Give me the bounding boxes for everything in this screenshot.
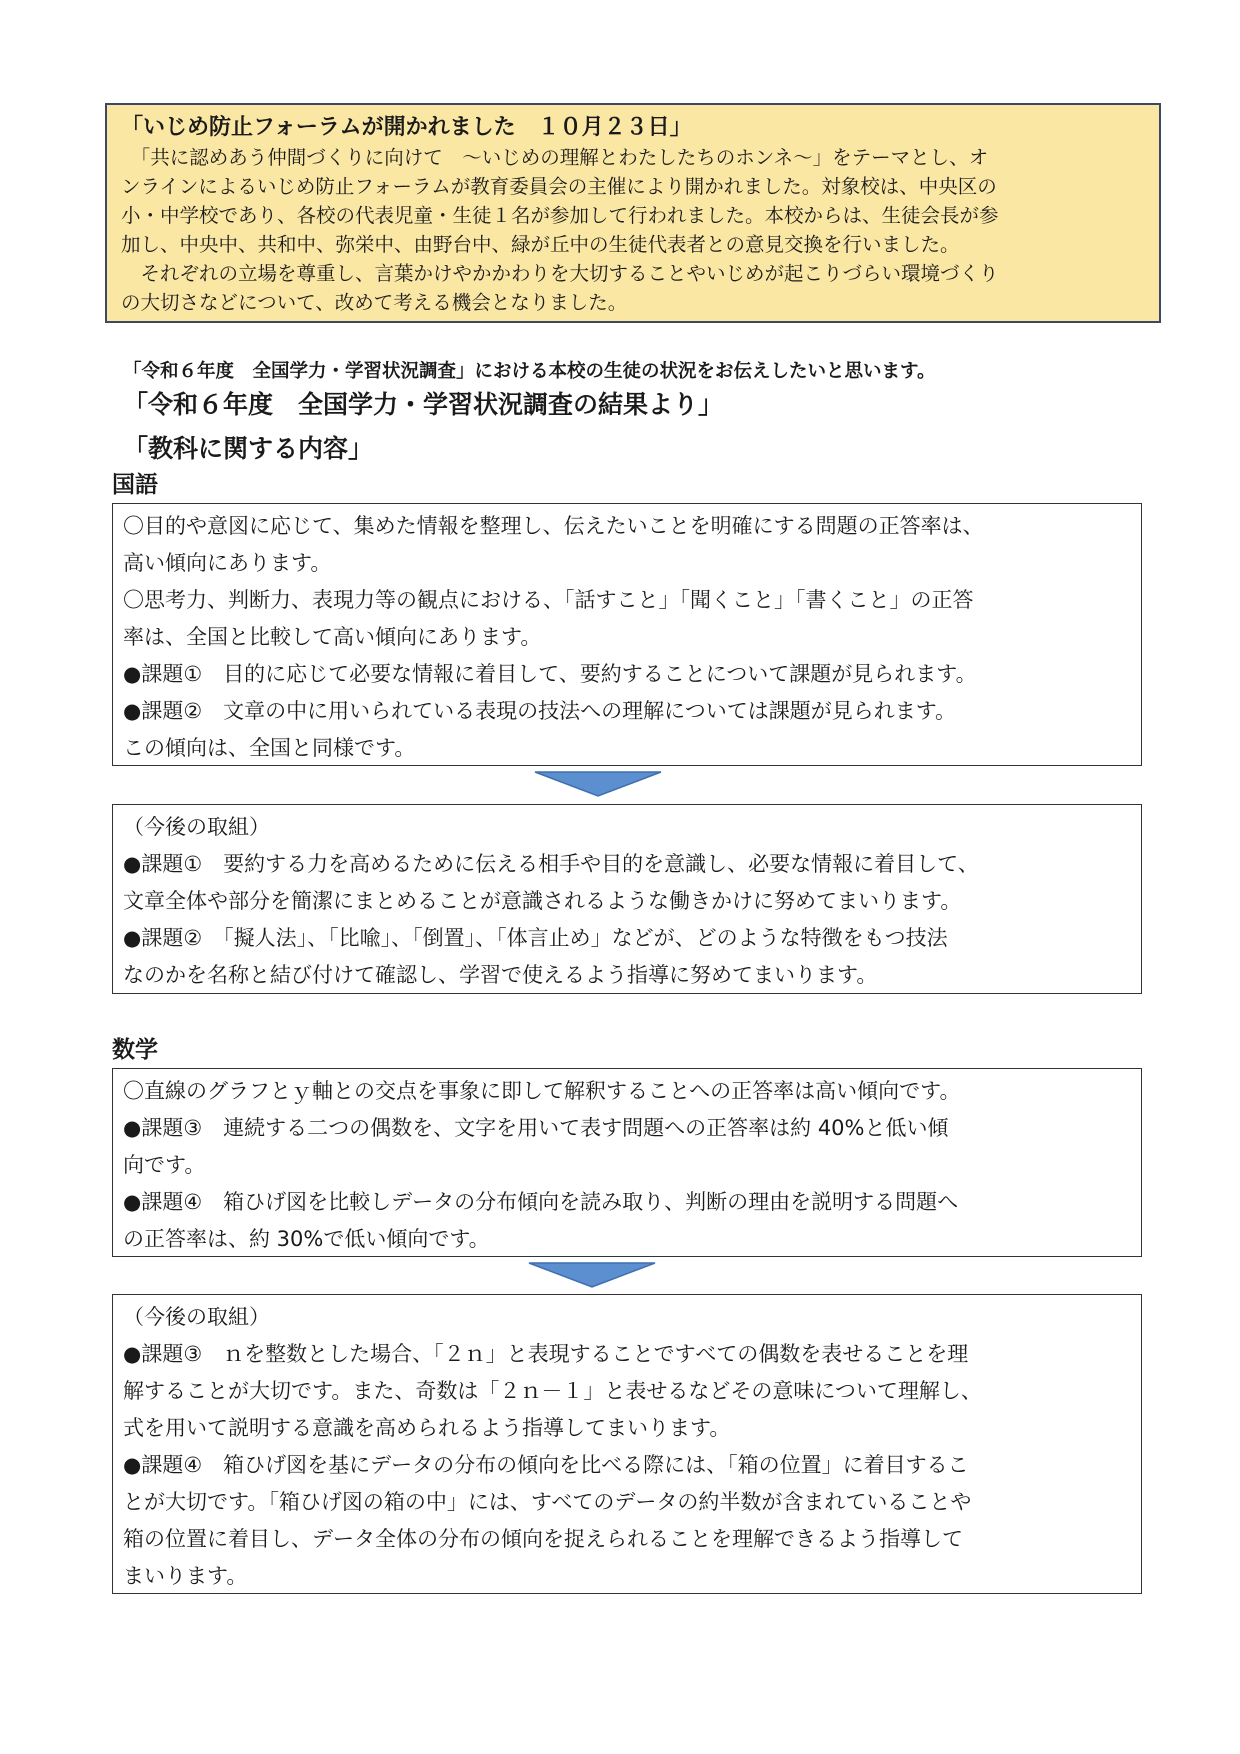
survey-intro: 「令和６年度 全国学力・学習状況調査」における本校の生徒の状況をお伝えしたいと思います。 <box>123 361 936 382</box>
forum-line: 「共に認めあう仲間づくりに向けて ～いじめの理解とわたしたちのホンネ～」をテーマとし、オ <box>121 146 989 169</box>
math-result-line: 〇直線のグラフとｙ軸との交点を事象に即して解釈することへの正答率は高い傾向です。 <box>123 1079 961 1103</box>
down-arrow-icon <box>533 770 663 798</box>
math-result-line: 向です。 <box>123 1153 206 1177</box>
down-arrow-icon <box>527 1261 657 1289</box>
math-plan-line: （今後の取組） <box>123 1305 270 1329</box>
japanese-results-box <box>112 503 1142 766</box>
math-result-line: ●課題④ 箱ひげ図を比較しデータの分布傾向を読み取り、判断の理由を説明する問題へ <box>123 1190 959 1214</box>
japanese-result-line: 高い傾向にあります。 <box>123 551 332 575</box>
forum-title: 「いじめ防止フォーラムが開かれました １０月２３日」 <box>121 115 692 140</box>
math-plan-line: ●課題③ ｎを整数とした場合、「２ｎ」と表現することですべての偶数を表せることを理 <box>123 1342 969 1366</box>
math-plan-line: まいります。 <box>123 1564 248 1588</box>
forum-line: の大切さなどについて、改めて考える機会となりました。 <box>121 291 628 314</box>
survey-heading: 「令和６年度 全国学力・学習状況調査の結果より」 <box>123 390 724 419</box>
subject-content-heading: 「教科に関する内容」 <box>123 434 374 463</box>
math-plan-box <box>112 1294 1142 1594</box>
japanese-result-line: ●課題② 文章の中に用いられている表現の技法への理解については課題が見られます。 <box>123 699 957 723</box>
math-plan-line: 式を用いて説明する意識を高められるよう指導してまいります。 <box>123 1416 731 1440</box>
forum-line: 小・中学校であり、各校の代表児童・生徒１名が参加して行われました。本校からは、生徒会長が参 <box>121 204 999 227</box>
japanese-result-line: 〇思考力、判断力、表現力等の観点における、「話すこと」「聞くこと」「書くこと」の正答 <box>123 588 974 612</box>
math-plan-line: とが大切です。「箱ひげ図の箱の中」には、すべてのデータの約半数が含まれていることや <box>123 1490 972 1514</box>
math-plan-line: 解することが大切です。また、奇数は「２ｎ－１」と表せるなどその意味について理解し、 <box>123 1379 982 1403</box>
math-label: 数学 <box>112 1037 158 1063</box>
japanese-plan-line: ●課題② 「擬人法」、「比喩」、「倒置」、「体言止め」などが、どのような特徴をもつ技法 <box>123 926 948 950</box>
math-plan-line: 箱の位置に着目し、データ全体の分布の傾向を捉えられることを理解できるよう指導して <box>123 1527 963 1551</box>
japanese-plan-box <box>112 804 1142 994</box>
math-results-box <box>112 1068 1142 1257</box>
forum-notice-box <box>105 103 1161 323</box>
japanese-label: 国語 <box>112 472 158 498</box>
japanese-result-line: 率は、全国と比較して高い傾向にあります。 <box>123 625 542 649</box>
japanese-result-line: ●課題① 目的に応じて必要な情報に着目して、要約することについて課題が見られます。 <box>123 662 977 686</box>
japanese-result-line: この傾向は、全国と同様です。 <box>123 736 416 760</box>
forum-line: 加し、中央中、共和中、弥栄中、由野台中、緑が丘中の生徒代表者との意見交換を行いました。 <box>121 233 960 256</box>
math-result-line: ●課題③ 連続する二つの偶数を、文字を用いて表す問題への正答率は約 40%と低い傾 <box>123 1116 949 1140</box>
math-plan-line: ●課題④ 箱ひげ図を基にデータの分布の傾向を比べる際には、「箱の位置」に着目するこ <box>123 1453 969 1477</box>
japanese-plan-line: （今後の取組） <box>123 815 270 839</box>
japanese-plan-line: 文章全体や部分を簡潔にまとめることが意識されるような働きかけに努めてまいります。 <box>123 889 962 913</box>
forum-line: それぞれの立場を尊重し、言葉かけやかかわりを大切することやいじめが起こりづらい環境づくり <box>121 262 999 285</box>
forum-body <box>121 143 1145 317</box>
japanese-result-line: 〇目的や意図に応じて、集めた情報を整理し、伝えたいことを明確にする問題の正答率は、 <box>123 514 984 538</box>
math-result-line: の正答率は、約 30%で低い傾向です。 <box>123 1227 490 1251</box>
japanese-plan-line: ●課題① 要約する力を高めるために伝える相手や目的を意識し、必要な情報に着目して、 <box>123 852 979 876</box>
forum-line: ンラインによるいじめ防止フォーラムが教育委員会の主催により開かれました。対象校は、中央区の <box>121 175 997 198</box>
japanese-plan-line: なのかを名称と結び付けて確認し、学習で使えるよう指導に努めてまいります。 <box>123 963 878 987</box>
